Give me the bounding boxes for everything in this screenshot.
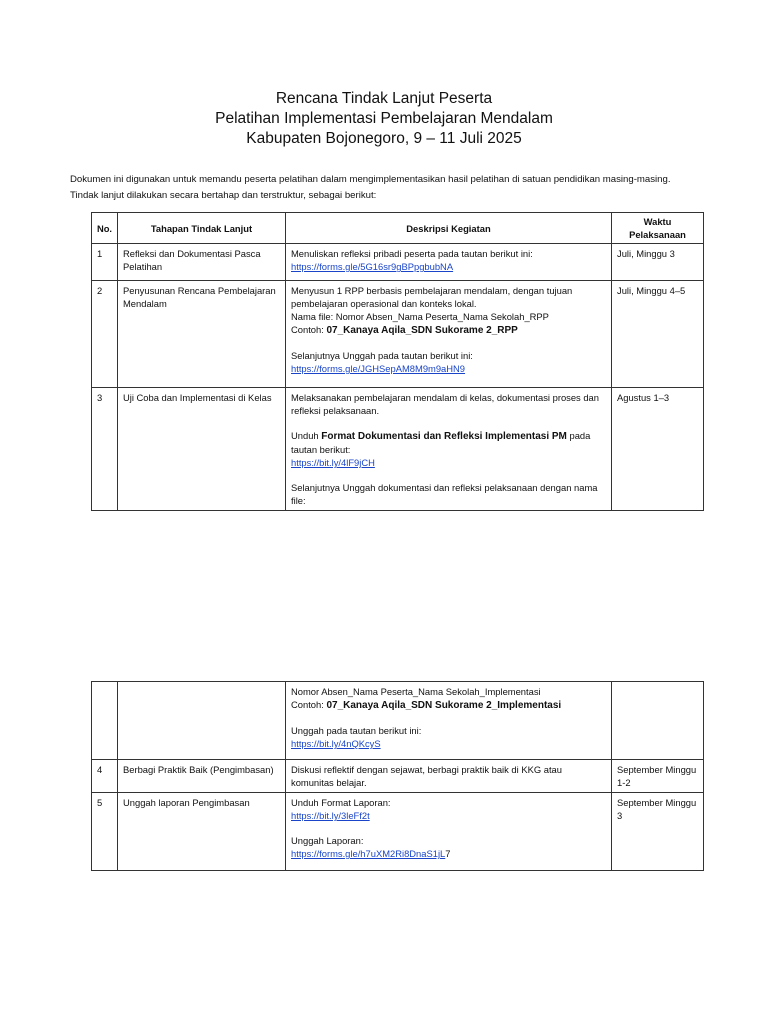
row-2-tahapan: Penyusunan Rencana Pembelajaran Mendalam [118,281,286,388]
row-4-no: 4 [92,760,118,793]
table-row [92,682,704,760]
row-5-upload: Unggah Laporan: [291,835,364,846]
row-3-waktu: Agustus 1–3 [612,388,704,511]
row-3-desc: Melaksanakan pembelajaran mendalam di kelas, dokumentasi proses dan refleksi pelaksanaan. [291,392,599,416]
row-5-waktu: September Minggu 3 [612,793,704,871]
header-waktu [612,213,704,244]
document-title [0,89,768,149]
row-4-waktu: September Minggu 1-2 [612,760,704,793]
row-3-cont-waktu [612,682,704,760]
row-2-contoh [291,323,606,337]
table-header-row [92,213,704,244]
row-5-no: 5 [92,793,118,871]
row-3-unduh-tail: pada tautan berikut: [291,430,591,455]
table-row [92,760,704,793]
intro-line-2: Tindak lanjut dilakukan secara bertahap dan terstruktur, sebagai berikut: [70,190,377,201]
row-5-unduh: Unduh Format Laporan: [291,797,391,808]
row-2-waktu: Juli, Minggu 4–5 [612,281,704,388]
row-4-deskripsi: Diskusi reflektif dengan sejawat, berbagi praktik baik di KKG atau komunitas belajar. [286,760,612,793]
row-1-deskripsi [286,244,612,281]
row-2-desc: Menyusun 1 RPP berbasis pembelajaran mendalam, dengan tujuan pembelajaran operasional dan konteks lokal. [291,285,573,309]
row-2-deskripsi [286,281,612,388]
row-3-tahapan: Uji Coba dan Implementasi di Kelas [118,388,286,511]
header-no: No. [92,213,118,244]
header-tahapan: Tahapan Tindak Lanjut [118,213,286,244]
row-1-no: 1 [92,244,118,281]
row-2-contoh-label: Contoh: [291,324,324,335]
row-3-cont-deskripsi [286,682,612,760]
title-line-3: Kabupaten Bojonegoro, 9 – 11 Juli 2025 [246,130,522,147]
row-4-tahapan: Berbagi Praktik Baik (Pengimbasan) [118,760,286,793]
row-5-link-2-tail: 7 [445,848,451,859]
row-3-cont-upload: Unggah pada tautan berikut ini: [291,725,422,736]
row-3-cont-tahapan [118,682,286,760]
title-line-2: Pelatihan Implementasi Pembelajaran Mendalam [215,110,553,127]
row-3-deskripsi [286,388,612,511]
row-3-link[interactable]: https://bit.ly/4lF9jCH [291,457,375,468]
row-2-link[interactable]: https://forms.gle/JGHSepAM8M9m9aHN9 [291,363,466,374]
row-2-file: Nama file: Nomor Absen_Nama Peserta_Nama Sekolah_RPP [291,311,549,322]
row-2-contoh-value: 07_Kanaya Aqila_SDN Sukorame 2_RPP [326,325,518,336]
row-3-upload: Selanjutnya Unggah dokumentasi dan refleksi pelaksanaan dengan nama file: [291,482,598,506]
row-5-link-1[interactable]: https://bit.ly/3leFf2t [291,810,370,821]
row-3-cont-no [92,682,118,760]
row-5-tahapan: Unggah laporan Pengimbasan [118,793,286,871]
intro-paragraph [70,172,700,204]
row-3-cont-file: Nomor Absen_Nama Peserta_Nama Sekolah_Implementasi [291,686,541,697]
plan-table-continued [91,681,704,871]
row-3-cont-contoh [291,698,606,712]
row-3-cont-contoh-label: Contoh: [291,699,324,710]
row-3-unduh-label: Unduh [291,430,319,441]
row-1-tahapan: Refleksi dan Dokumentasi Pasca Pelatihan [118,244,286,281]
intro-line-1: Dokumen ini digunakan untuk memandu peserta pelatihan dalam mengimplementasikan hasil pelatihan di satuan pendidikan masing-masing. [70,174,671,185]
row-5-link-2[interactable]: https://forms.gle/h7uXM2Ri8DnaS1jL [291,848,446,859]
row-3-unduh-bold: Format Dokumentasi dan Refleksi Implementasi PM [321,431,567,442]
title-line-1: Rencana Tindak Lanjut Peserta [275,90,493,107]
row-3-cont-link[interactable]: https://bit.ly/4nQKcyS [291,738,381,749]
table-row [92,281,704,388]
table-row [92,244,704,281]
row-1-waktu: Juli, Minggu 3 [612,244,704,281]
table-row [92,388,704,511]
plan-table [91,212,704,511]
table-row [92,793,704,871]
row-2-upload: Selanjutnya Unggah pada tautan berikut ini: [291,350,473,361]
header-waktu-line-1: Waktu [643,216,672,227]
row-3-cont-contoh-value: 07_Kanaya Aqila_SDN Sukorame 2_Implementasi [326,700,562,711]
row-2-no: 2 [92,281,118,388]
header-deskripsi: Deskripsi Kegiatan [286,213,612,244]
row-3-unduh [291,429,606,456]
row-1-link[interactable]: https://forms.gle/5G16sr9gBPpgbubNA [291,261,454,272]
row-1-desc: Menuliskan refleksi pribadi peserta pada tautan berikut ini: [291,248,533,259]
header-waktu-line-2: Pelaksanaan [629,229,686,240]
row-3-no: 3 [92,388,118,511]
row-5-link-2-line [291,847,606,860]
row-5-deskripsi [286,793,612,871]
